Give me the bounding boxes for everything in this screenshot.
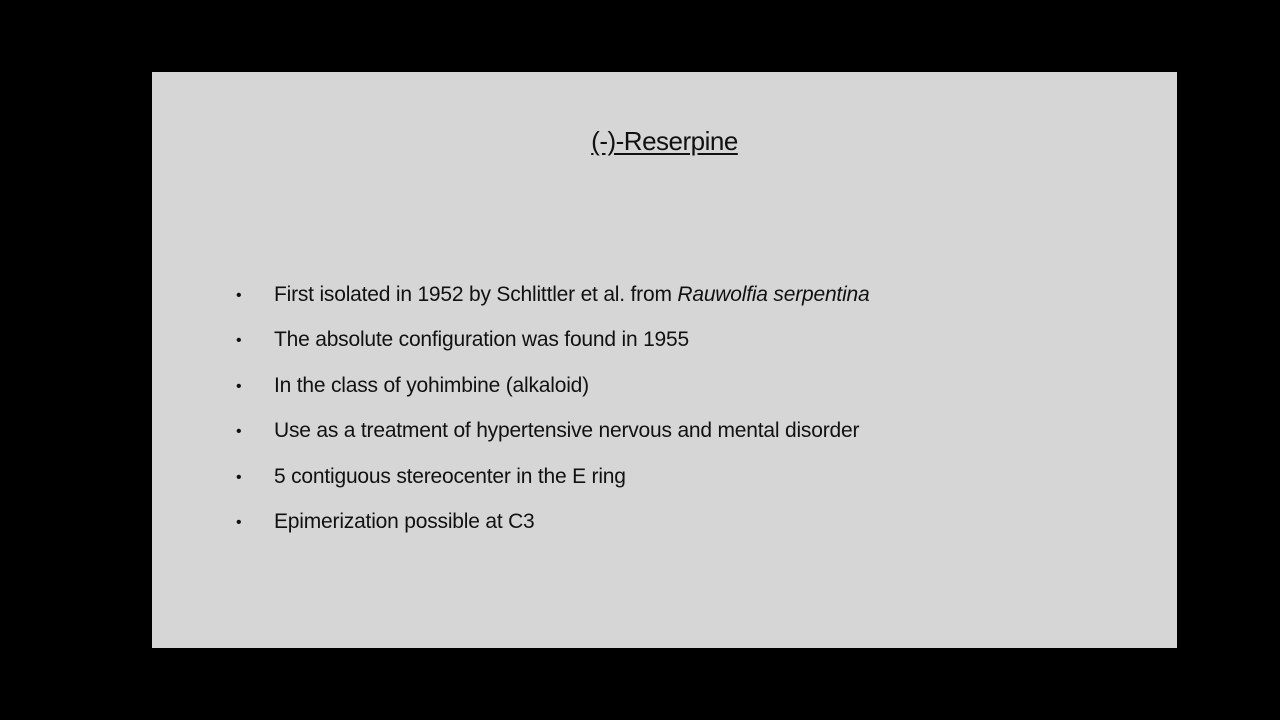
slide [152, 72, 1177, 648]
list-item [236, 328, 870, 373]
bullet-icon: • [236, 423, 242, 441]
bullet-icon: • [236, 287, 242, 304]
list-item [236, 283, 870, 328]
bullet-text: First isolated in 1952 by Schlittler et al. from [274, 283, 678, 306]
list-item [236, 465, 870, 510]
bullet-icon: • [236, 332, 242, 350]
bullet-text: Epimerization possible at C3 [274, 509, 535, 533]
slide-title: (-)-Reserpine [591, 126, 738, 156]
bullet-icon: • [236, 377, 242, 395]
bullet-text: 5 contiguous stereocenter in the E ring [274, 464, 626, 488]
bullet-text: In the class of yohimbine (alkaloid) [274, 373, 589, 397]
list-item [236, 374, 870, 419]
bullet-icon: • [236, 513, 242, 531]
bullet-list [236, 283, 870, 555]
bullet-text: Use as a treatment of hypertensive nervous and mental disorder [274, 419, 860, 443]
list-item [236, 510, 870, 555]
bullet-text: The absolute configuration was found in 1955 [274, 328, 689, 352]
bullet-icon: • [236, 468, 242, 486]
list-item [236, 419, 870, 464]
species-name: Rauwolfia serpentina [677, 283, 870, 306]
